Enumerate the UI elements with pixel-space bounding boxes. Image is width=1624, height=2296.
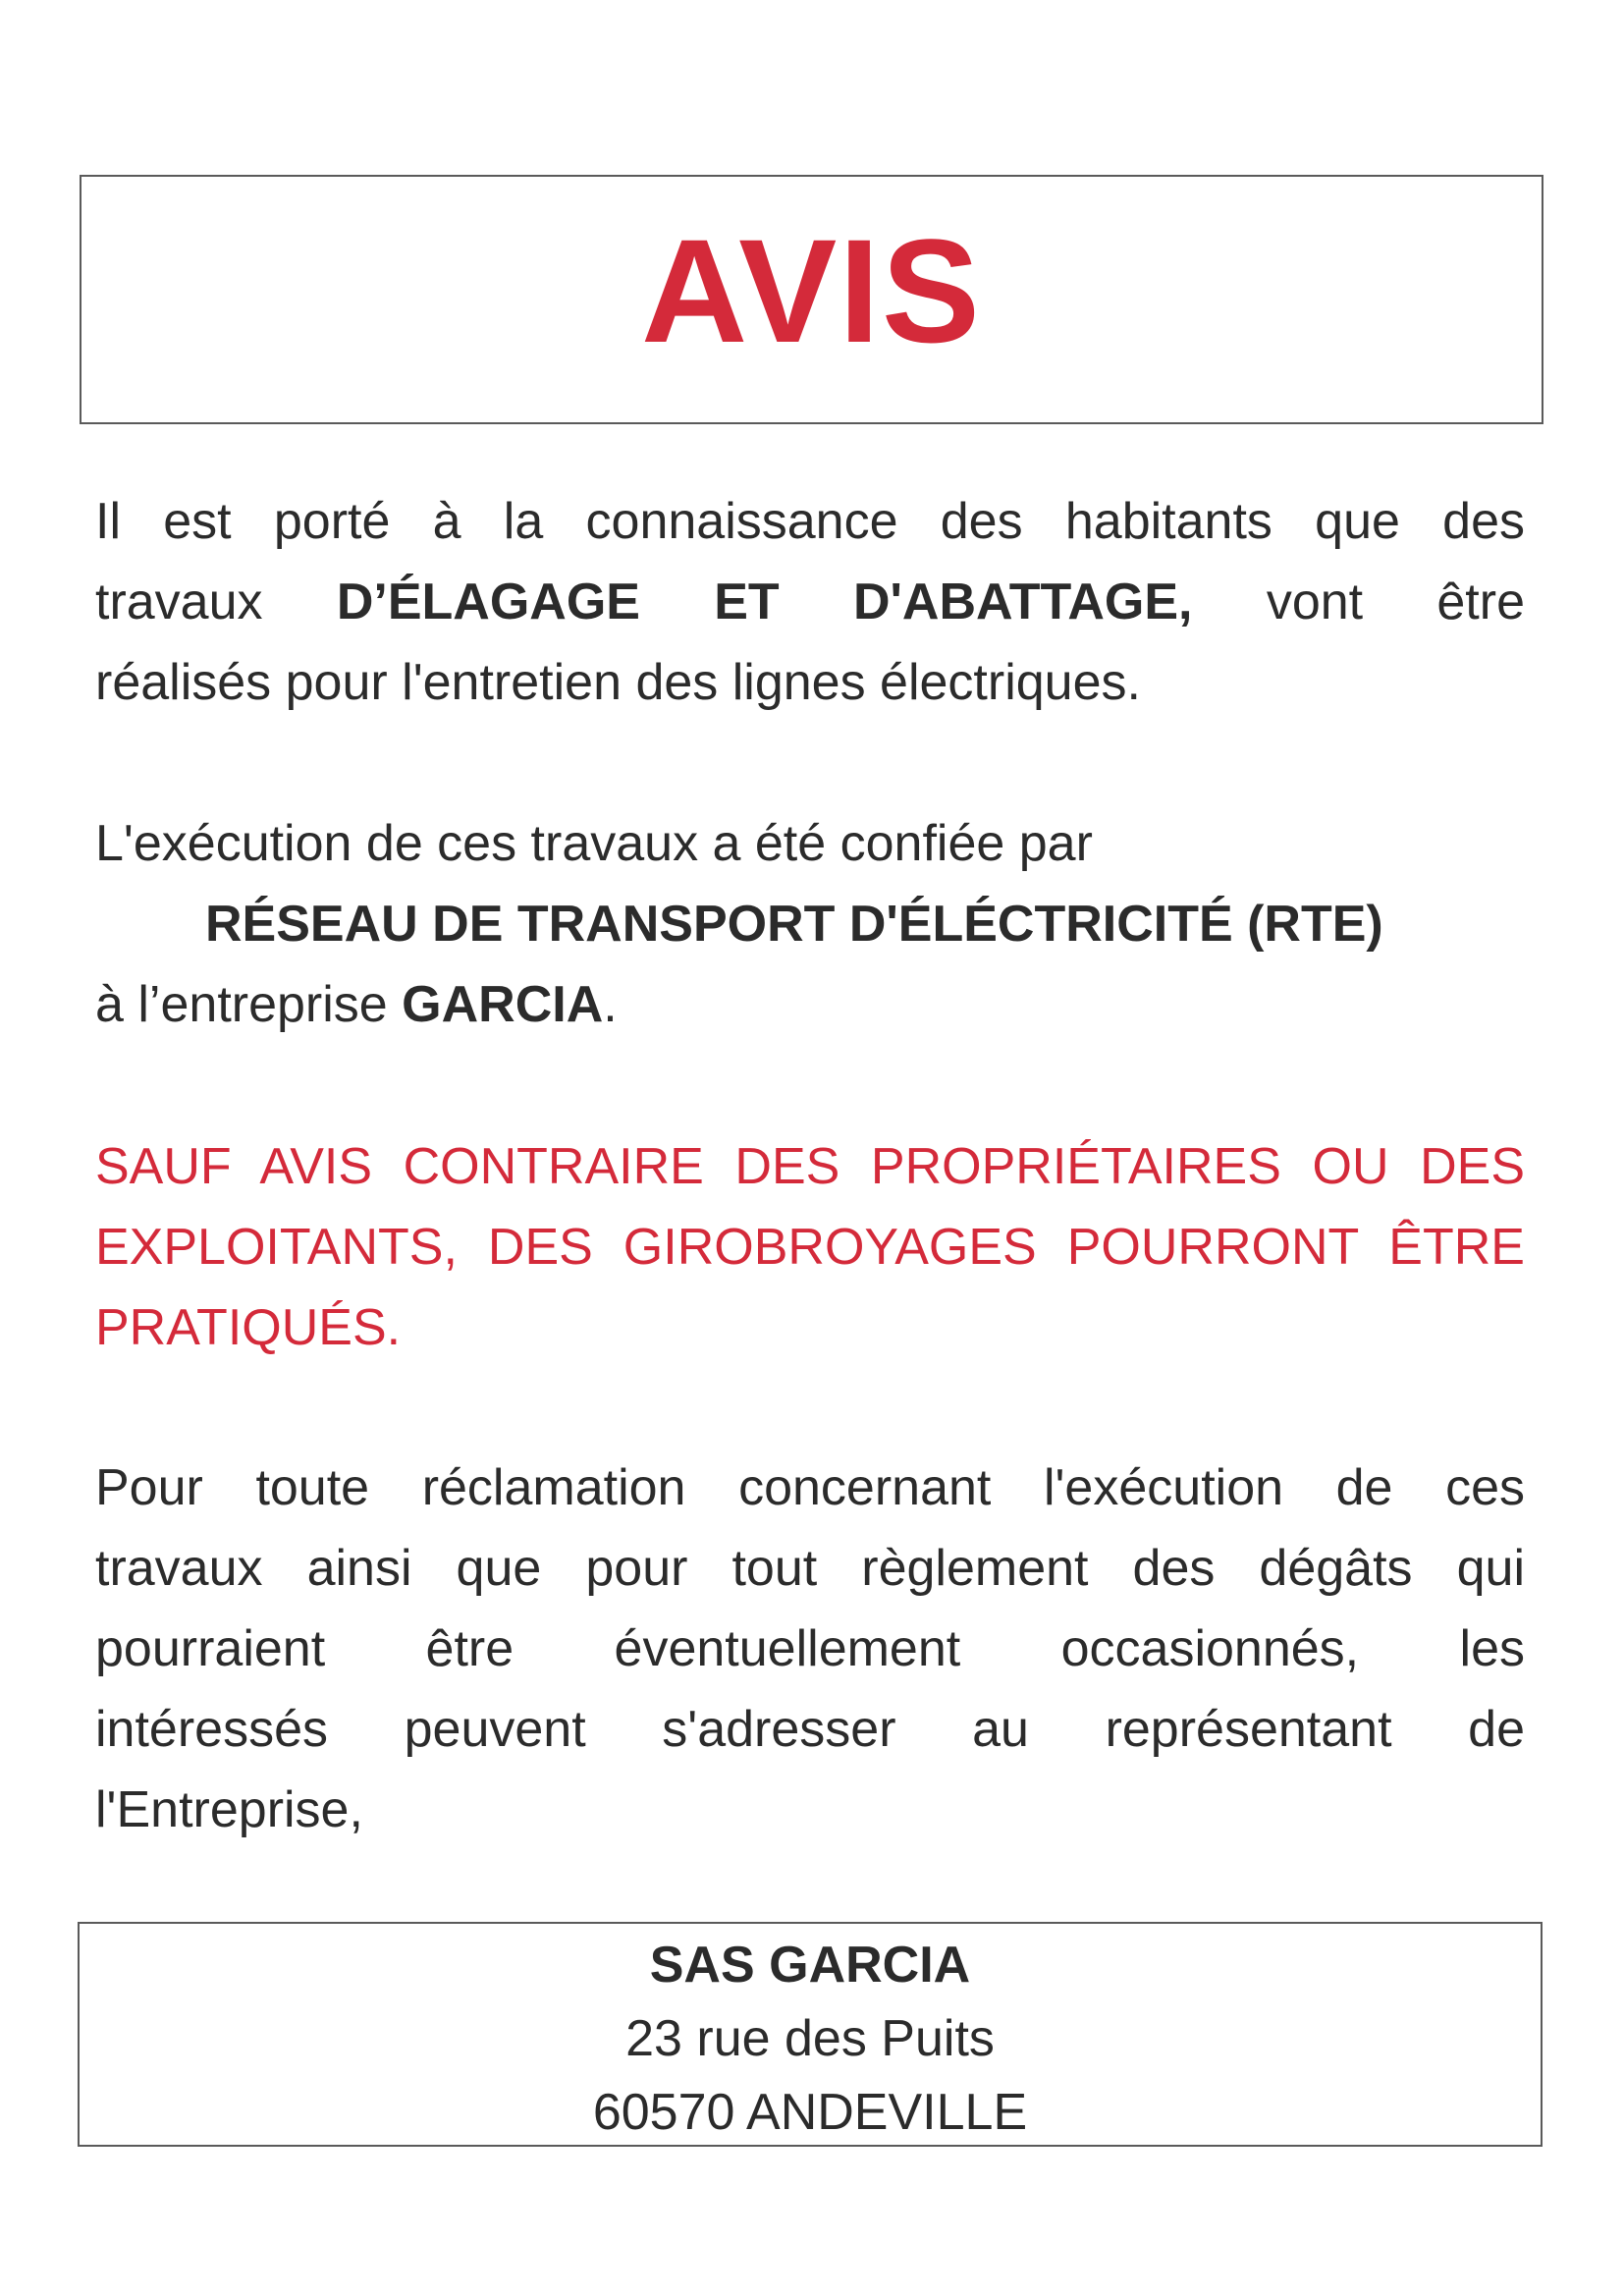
paragraph-announcement bbox=[95, 481, 1525, 723]
claims-line-1: Pour toute réclamation concernant l'exécution de ces bbox=[95, 1459, 1525, 1516]
contractor-line-1: L'exécution de ces travaux a été confiée par bbox=[95, 815, 1093, 872]
contractor-line-3-prefix: à l’entreprise bbox=[95, 976, 403, 1033]
address-box bbox=[78, 1922, 1543, 2147]
claims-line-2: travaux ainsi que pour tout règlement des dégâts qui bbox=[95, 1540, 1525, 1597]
claims-line-4: intéressés peuvent s'adresser au représentant de bbox=[95, 1701, 1525, 1758]
paragraph-claims bbox=[95, 1448, 1525, 1850]
address-street: 23 rue des Puits bbox=[625, 2010, 995, 2067]
announcement-line-1: Il est porté à la connaissance des habitants que des bbox=[95, 493, 1525, 550]
contractor-line-3 bbox=[95, 964, 1525, 1045]
page-title: AVIS bbox=[641, 208, 982, 373]
address-city: 60570 ANDEVILLE bbox=[592, 2084, 1028, 2141]
warning-line-3: PRATIQUÉS. bbox=[95, 1299, 402, 1356]
paragraph-warning bbox=[95, 1126, 1525, 1368]
announcement-line-3: réalisés pour l'entretien des lignes électriques. bbox=[95, 654, 1141, 711]
announcement-line-2 bbox=[95, 562, 1525, 642]
announcement-line-2-suffix: vont être bbox=[1266, 574, 1525, 630]
address-company: SAS GARCIA bbox=[649, 1937, 971, 1994]
contractor-name: GARCIA bbox=[402, 976, 604, 1033]
warning-line-1: SAUF AVIS CONTRAIRE DES PROPRIÉTAIRES OU DES bbox=[95, 1138, 1525, 1195]
contractor-line-3-suffix: . bbox=[603, 976, 618, 1033]
warning-line-2: EXPLOITANTS, DES GIROBROYAGES POURRONT ÊTRE bbox=[95, 1219, 1525, 1276]
claims-line-3: pourraient être éventuellement occasionnés, les bbox=[95, 1620, 1525, 1677]
claims-line-5: l'Entreprise, bbox=[95, 1781, 363, 1838]
client-name: RÉSEAU DE TRANSPORT D'ÉLÉCTRICITÉ (RTE) bbox=[205, 896, 1383, 953]
works-type: D’ÉLAGAGE ET D'ABATTAGE, bbox=[336, 574, 1193, 630]
paragraph-contractor bbox=[95, 803, 1525, 1045]
title-box bbox=[80, 175, 1543, 424]
announcement-line-2-prefix: travaux bbox=[95, 574, 337, 630]
